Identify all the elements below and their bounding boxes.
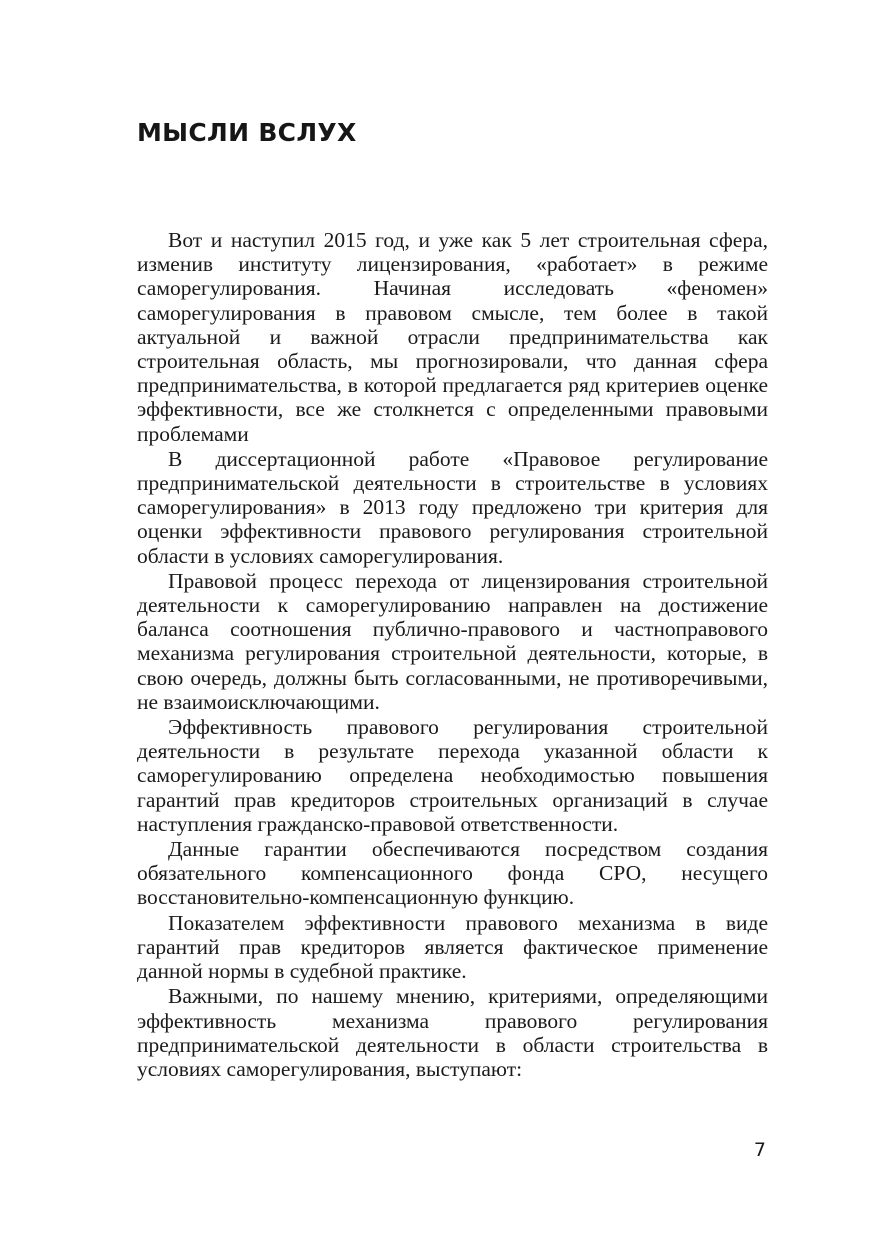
body-text <box>137 228 768 1081</box>
chapter-heading: МЫСЛИ ВСЛУХ <box>137 118 357 147</box>
page-number: 7 <box>753 1139 766 1161</box>
paragraph: Правовой процесс перехода от лицензирования строительной деятельности к саморегулированию направлен на достижение баланса соотношения публично-правового и частноправового механизма регулирования строительной деятельности, которые, в свою очередь, должны быть согласованными, не противоречивыми, не взаимоисключающими. <box>137 568 768 714</box>
paragraph: В диссертационной работе «Правовое регулирование предпринимательской деятельности в строительстве в условиях саморегулирования» в 2013 году предложено три критерия для оценки эффективности правового регулирования строительной области в условиях саморегулирования. <box>137 446 768 568</box>
paragraph: Данные гарантии обеспечиваются посредством создания обязательного компенсационного фонда СРО, несущего восстановительно-компенсационную функцию. <box>137 837 768 910</box>
paragraph: Вот и наступил 2015 год, и уже как 5 лет строительная сфера, изменив институту лицензирования, «работает» в режиме саморегулирования. Начиная исследовать «феномен» саморегулирования в правовом смысле, тем более в такой актуальной и важной отрасли предпринимательства как строительная область, мы прогнозировали, что данная сфера предпринимательства, в которой предлагается ряд критериев оценке эффективности, все же столкнется с определенными правовыми проблемами <box>137 228 768 446</box>
paragraph: Эффективность правового регулирования строительной деятельности в результате перехода указанной области к саморегулированию определена необходимостью повышения гарантий прав кредиторов строительных организаций в случае наступления гражданско-правовой ответственности. <box>137 715 768 836</box>
paragraph: Показателем эффективности правового механизма в виде гарантий прав кредиторов является фактическое применение данной нормы в судебной практике. <box>137 910 768 984</box>
paragraph: Важными, по нашему мнению, критериями, определяющими эффективность механизма правового регулирования предпринимательской деятельности в области строительства в условиях саморегулирования, выступают: <box>137 984 768 1081</box>
